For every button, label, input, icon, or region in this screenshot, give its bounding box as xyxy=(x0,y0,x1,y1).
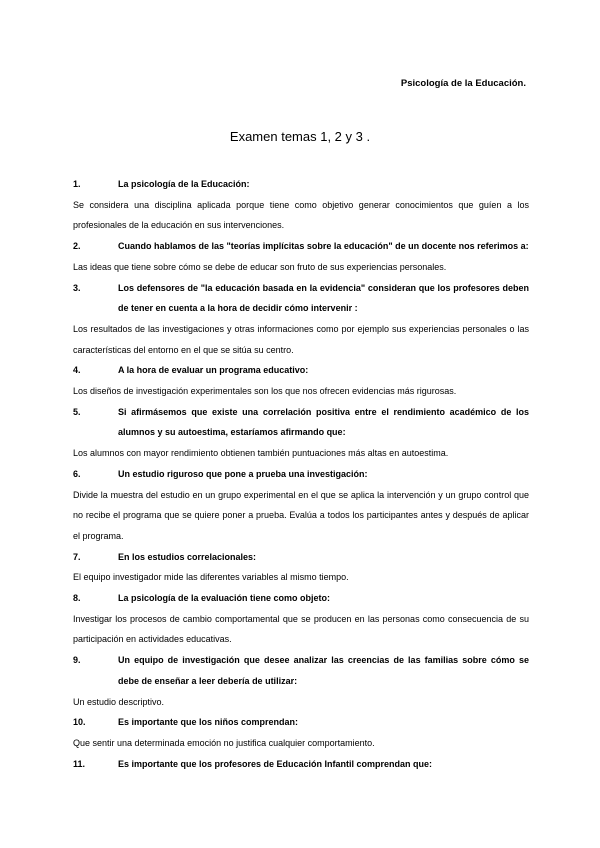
course-header: Psicología de la Educación. xyxy=(400,78,526,89)
question-number: 1. xyxy=(73,179,81,189)
question-number: 5. xyxy=(73,406,81,417)
question-item xyxy=(73,650,529,712)
question xyxy=(73,236,529,257)
question-item xyxy=(73,754,529,775)
question-text: Cuando hablamos de las "teorías implícitas sobre la educación" de un docente nos referimos a: xyxy=(118,241,529,252)
question-text: Es importante que los profesores de Educación Infantil comprendan que: xyxy=(118,758,433,769)
answer-text: Un estudio descriptivo. xyxy=(73,696,165,707)
question xyxy=(73,547,529,568)
question-number: 7. xyxy=(73,551,81,562)
question-text: La psicología de la Educación: xyxy=(118,179,250,189)
exam-title: Examen temas 1, 2 y 3 . xyxy=(229,129,371,144)
answer-text: Los diseños de investigación experimentales son los que nos ofrecen evidencias más rigurosas. xyxy=(73,386,457,397)
answer-text: Investigar los procesos de cambio comportamental que se producen en las personas como consecuencia de su participación en actividades educativas. xyxy=(73,613,529,645)
question xyxy=(73,712,529,733)
question-item xyxy=(73,278,529,361)
question-number: 8. xyxy=(73,593,81,604)
question xyxy=(73,464,529,485)
question-number: 2. xyxy=(73,241,81,252)
question xyxy=(73,588,529,609)
question-number: 3. xyxy=(73,282,81,293)
question-item xyxy=(73,402,529,464)
question-item xyxy=(73,588,529,650)
question-text: A la hora de evaluar un programa educativo: xyxy=(118,365,309,376)
question-number: 4. xyxy=(73,365,81,376)
answer-text: Los alumnos con mayor rendimiento obtienen también puntuaciones más altas en autoestima. xyxy=(73,448,449,459)
question xyxy=(73,754,529,775)
question xyxy=(73,278,529,319)
question-text: La psicología de la evaluación tiene como objeto: xyxy=(118,593,331,604)
answer-text: Que sentir una determinada emoción no justifica cualquier comportamiento. xyxy=(73,737,375,748)
question-item xyxy=(73,712,529,753)
question-item xyxy=(73,236,529,277)
question xyxy=(73,360,529,381)
question-text: Un estudio riguroso que pone a prueba una investigación: xyxy=(118,468,368,479)
question-number: 9. xyxy=(73,655,81,666)
answer-text: El equipo investigador mide las diferentes variables al mismo tiempo. xyxy=(73,572,349,583)
question-list xyxy=(73,174,529,774)
question-number: 10. xyxy=(73,717,86,728)
question xyxy=(73,402,529,443)
question-item xyxy=(73,547,529,588)
question xyxy=(73,650,529,691)
question-text: Los defensores de "la educación basada en la evidencia" consideran que los profesores deben de tener en cuenta a la hora de decidir cómo intervenir : xyxy=(118,282,529,314)
answer-text: Divide la muestra del estudio en un grupo experimental en el que se aplica la intervención y un grupo control que no recibe el programa que se quiere poner a prueba. Evalúa a todos los participantes antes y después de aplicar el programa. xyxy=(73,489,529,541)
question-text: Si afirmásemos que existe una correlación positiva entre el rendimiento académico de los alumnos y su autoestima, estaríamos afirmando que: xyxy=(118,406,529,438)
question-text: Es importante que los niños comprendan: xyxy=(118,717,299,728)
question-item xyxy=(73,360,529,401)
question-text: En los estudios correlacionales: xyxy=(118,551,257,562)
question-item xyxy=(73,174,529,236)
question-item xyxy=(73,464,529,547)
question xyxy=(73,174,529,195)
answer-text: Los resultados de las investigaciones y otras informaciones como por ejemplo sus experiencias personales o las características del entorno en el que se sitúa su centro. xyxy=(73,323,529,355)
question-number: 6. xyxy=(73,468,81,479)
answer-text: Las ideas que tiene sobre cómo se debe de educar son fruto de sus experiencias personales. xyxy=(73,261,447,272)
question-text: Un equipo de investigación que desee analizar las creencias de las familias sobre cómo se debe de enseñar a leer debería de utilizar: xyxy=(118,655,529,686)
answer-text: Se considera una disciplina aplicada porque tiene como objetivo generar conocimientos que guíen a los profesionales de la educación en sus intervenciones. xyxy=(73,199,529,231)
question-number: 11. xyxy=(73,758,86,769)
